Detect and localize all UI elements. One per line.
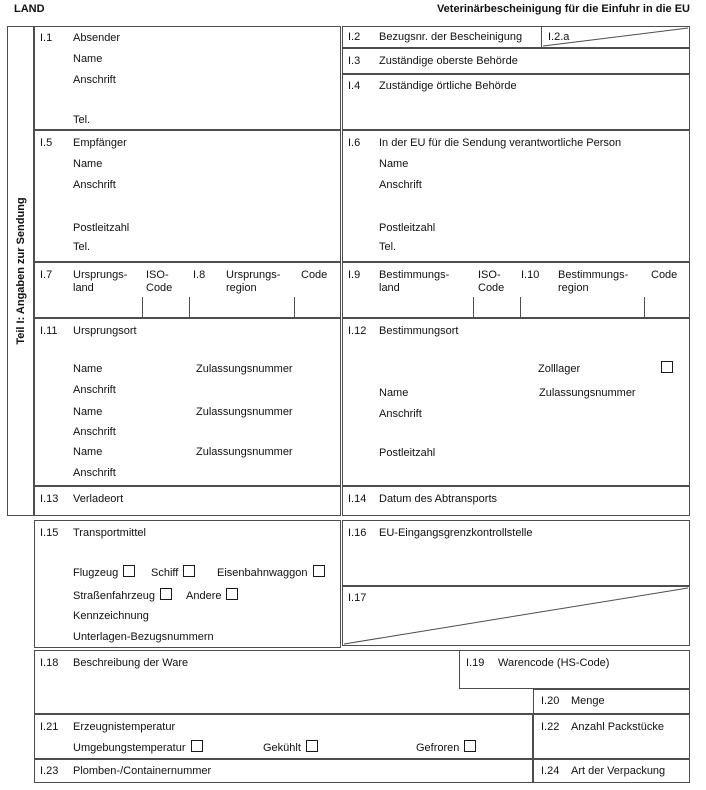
field-number: I.2.a <box>548 31 570 43</box>
field-number: I.23 <box>40 765 59 777</box>
anschrift-label: Anschrift <box>379 408 422 420</box>
field-number: I.12 <box>348 325 367 337</box>
field-i5-empfaenger <box>34 130 341 262</box>
field-number: I.11 <box>40 325 58 337</box>
transport-option-flugzeug: Flugzeug <box>73 565 135 580</box>
field-number: I.5 <box>40 137 53 149</box>
field-title: Bestimmungsort <box>379 325 459 337</box>
field-title: Datum des Abtransports <box>379 493 498 505</box>
tel-label: Tel. <box>379 241 397 253</box>
field-number: I.24 <box>541 765 560 777</box>
field-i24-art-der-verpackung <box>533 759 690 783</box>
name-label: Name <box>73 406 103 418</box>
anschrift-label: Anschrift <box>379 179 422 191</box>
field-i6-verantwortliche-person <box>342 130 690 262</box>
bestimmungsregion-label: Bestimmungs- region <box>558 269 629 294</box>
field-title: Plomben-/Containernummer <box>73 765 212 777</box>
field-number: I.20 <box>541 695 560 707</box>
field-i12-bestimmungsort <box>342 318 690 486</box>
field-number: I.8 <box>193 269 206 281</box>
transport-option-schiff: Schiff <box>151 565 195 580</box>
name-label: Name <box>73 363 103 375</box>
temp-option-umgebungstemperatur: Umgebungstemperatur <box>73 740 203 755</box>
field-title: Bezugsnr. der Bescheinigung <box>379 31 523 43</box>
field-title: In der EU für die Sendung verantwortliche Person <box>379 137 622 149</box>
bestimmungsland-label: Bestimmungs- land <box>379 269 450 294</box>
ursprungsland-label: Ursprungs- land <box>73 269 128 294</box>
tel-label: Tel. <box>73 114 91 126</box>
anschrift-label: Anschrift <box>73 179 116 191</box>
iso-code-label: ISO- Code <box>146 269 173 294</box>
anschrift-label: Anschrift <box>73 74 116 86</box>
field-title: Verladeort <box>73 493 124 505</box>
name-label: Name <box>73 446 103 458</box>
field-title: EU-Eingangsgrenzkontrollstelle <box>379 527 533 539</box>
anschrift-label: Anschrift <box>73 426 116 438</box>
schiff-checkbox[interactable] <box>183 565 195 577</box>
part1-sidebar <box>7 26 34 516</box>
strassenfahrzeug-checkbox[interactable] <box>160 588 172 600</box>
field-i16-grenzkontrollstelle <box>342 520 690 586</box>
plz-label: Postleitzahl <box>379 222 436 234</box>
temp-option-gekuehlt: Gekühlt <box>263 740 318 755</box>
field-title: Warencode (HS-Code) <box>498 657 610 669</box>
field-number: I.6 <box>348 137 361 149</box>
field-i9-i10-bestimmung <box>342 262 690 318</box>
field-number: I.3 <box>348 55 361 67</box>
column-separator <box>294 297 295 318</box>
field-i22-anzahl-packstuecke <box>533 714 690 759</box>
anschrift-label: Anschrift <box>73 467 116 479</box>
gefroren-checkbox[interactable] <box>464 740 476 752</box>
field-number: I.13 <box>40 493 59 505</box>
column-separator <box>520 297 521 318</box>
field-i2-bezugsnr <box>342 26 542 48</box>
tel-label: Tel. <box>73 241 91 253</box>
umgebungstemperatur-checkbox[interactable] <box>191 740 203 752</box>
code-label: Code <box>651 269 678 281</box>
flugzeug-checkbox[interactable] <box>123 565 135 577</box>
part1-sidebar-label: Teil I: Angaben zur Sendung <box>14 197 27 345</box>
name-label: Name <box>73 158 103 170</box>
diagonal-strike <box>542 27 689 47</box>
name-label: Name <box>379 158 409 170</box>
kennzeichnung-label: Kennzeichnung <box>73 610 149 622</box>
field-title: Menge <box>571 695 605 707</box>
eisenbahnwaggon-checkbox[interactable] <box>313 565 325 577</box>
field-i11-ursprungsort <box>34 318 341 486</box>
field-i4-oertliche-behoerde <box>342 74 690 130</box>
field-title: Transportmittel <box>73 527 146 539</box>
field-number: I.19 <box>466 657 485 669</box>
zolllager-label: Zolllager <box>538 363 581 375</box>
field-number: I.7 <box>40 269 53 281</box>
name-label: Name <box>73 53 103 65</box>
field-title: Empfänger <box>73 137 127 149</box>
field-number: I.2 <box>348 31 361 43</box>
field-i17 <box>342 586 690 646</box>
field-i1-absender <box>34 26 341 130</box>
field-number: I.21 <box>40 721 59 733</box>
field-i15-transportmittel <box>34 520 341 648</box>
zulassungsnummer-label: Zulassungsnummer <box>196 446 293 458</box>
field-i7-i8-ursprung <box>34 262 341 318</box>
field-i20-menge <box>533 689 690 714</box>
zolllager-checkbox[interactable] <box>661 361 673 373</box>
transport-option-eisenbahnwaggon: Eisenbahnwaggon <box>217 565 325 580</box>
column-separator <box>644 297 645 318</box>
field-i14-datum-abtransport <box>342 486 690 516</box>
field-number: I.1 <box>40 32 53 44</box>
column-separator <box>142 297 143 318</box>
field-title: Absender <box>73 32 121 44</box>
field-i2a <box>541 26 690 48</box>
field-number: I.18 <box>40 657 59 669</box>
field-number: I.9 <box>348 269 361 281</box>
zulassungsnummer-label: Zulassungsnummer <box>539 387 636 399</box>
code-label: Code <box>301 269 328 281</box>
field-i3-oberste-behoerde <box>342 48 690 74</box>
ursprungsregion-label: Ursprungs- region <box>226 269 281 294</box>
diagonal-strike <box>343 587 689 645</box>
country-label: LAND <box>14 3 45 15</box>
field-title: Art der Verpackung <box>571 765 666 777</box>
field-number: I.10 <box>521 269 540 281</box>
unterlagen-bezugsnummern-label: Unterlagen-Bezugsnummern <box>73 631 214 643</box>
field-i13-verladeort <box>34 486 341 516</box>
field-title: Zuständige örtliche Behörde <box>379 80 517 92</box>
field-title: Anzahl Packstücke <box>571 721 664 733</box>
temp-option-gefroren: Gefroren <box>416 740 476 755</box>
gekuehlt-checkbox[interactable] <box>306 740 318 752</box>
column-separator <box>473 297 474 318</box>
field-i19-warencode <box>459 650 690 689</box>
transport-option-andere: Andere <box>186 588 238 603</box>
field-number: I.4 <box>348 80 361 92</box>
plz-label: Postleitzahl <box>379 447 436 459</box>
iso-code-label: ISO- Code <box>478 269 505 294</box>
zulassungsnummer-label: Zulassungsnummer <box>196 406 293 418</box>
field-number: I.16 <box>348 527 367 539</box>
field-title: Erzeugnistemperatur <box>73 721 176 733</box>
field-number: I.17 <box>348 592 367 604</box>
field-i21-erzeugnistemperatur <box>34 714 533 759</box>
name-label: Name <box>379 387 409 399</box>
field-title: Zuständige oberste Behörde <box>379 55 518 67</box>
field-i23-plomben-containernummer <box>34 759 533 783</box>
zulassungsnummer-label: Zulassungsnummer <box>196 363 293 375</box>
field-number: I.14 <box>348 493 367 505</box>
andere-checkbox[interactable] <box>226 588 238 600</box>
field-title: Ursprungsort <box>73 325 137 337</box>
transport-option-strassenfahrzeug: Straßenfahrzeug <box>73 588 172 603</box>
column-separator <box>189 297 190 318</box>
field-number: I.22 <box>541 721 560 733</box>
anschrift-label: Anschrift <box>73 384 116 396</box>
field-title: Beschreibung der Ware <box>73 657 189 669</box>
field-number: I.15 <box>40 527 59 539</box>
form-title: Veterinärbescheinigung für die Einfuhr in die EU <box>436 3 690 15</box>
plz-label: Postleitzahl <box>73 222 130 234</box>
